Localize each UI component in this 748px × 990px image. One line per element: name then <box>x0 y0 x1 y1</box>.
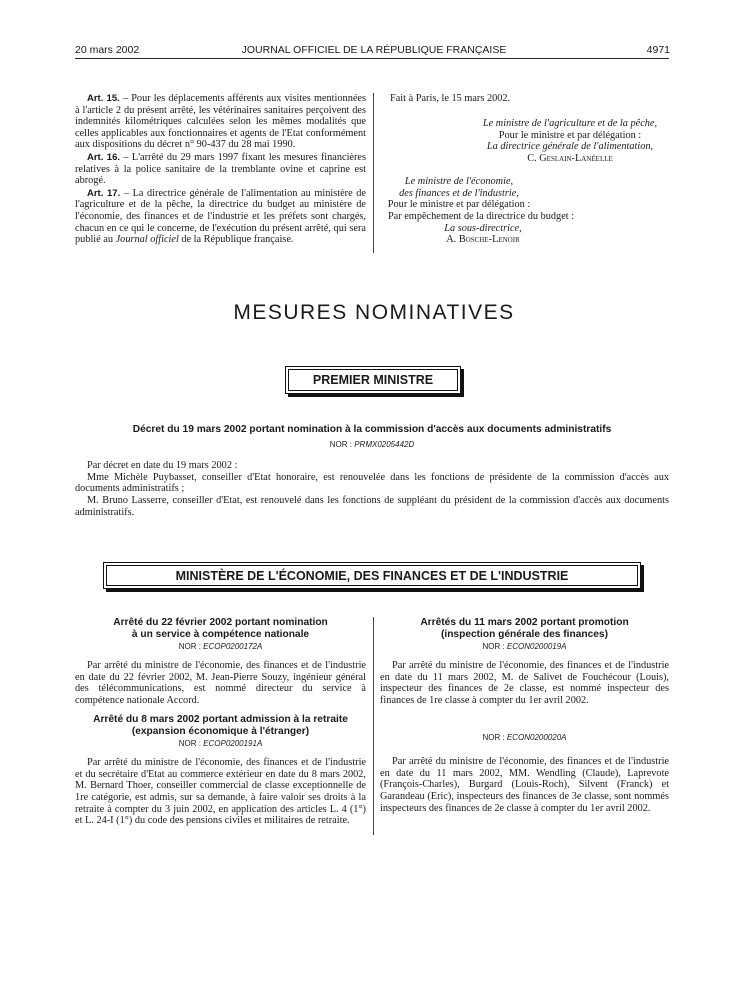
impediment-line: Par empêchement de la directrice du budget : <box>387 211 575 222</box>
premier-ministre-box <box>285 366 461 394</box>
arrete-1-title-l2: à un service à compétence nationale <box>131 629 310 640</box>
article-17-journal: Journal officiel <box>115 234 179 246</box>
delegation-1: Pour le ministre et par délégation : <box>498 129 642 141</box>
article-17-text-b: de la République française. <box>178 234 294 246</box>
article-17-label: Art. 17. <box>87 187 121 199</box>
arrete-b1-nor <box>380 642 669 651</box>
arretes-title-l1: Arrêtés du 11 mars 2002 portant promotion <box>420 617 629 628</box>
arrete-1-nor-code: ECOP0200172A <box>203 642 263 651</box>
minister-agriculture: Le ministre de l'agriculture et de la pêche, <box>482 118 658 129</box>
article-15-label: Art. 15. <box>87 93 120 104</box>
decree-p2: Mme Michèle Puybasset, conseiller d'Etat honoraire, est renouvelée dans les fonctions de présidente de la commission d'accès aux documents administratifs ; <box>75 471 669 495</box>
arrete-1-nor <box>75 642 366 651</box>
arretes-title <box>380 617 669 641</box>
arretes-title-l2: (inspection générale des finances) <box>440 629 608 640</box>
arrete-b1-nor-code: ECON0200019A <box>506 642 567 651</box>
column-divider-bottom <box>373 617 374 835</box>
signature-block-2b <box>376 211 586 246</box>
arrete-1-body <box>75 660 366 707</box>
signatory-2: A. Bosche-Lenoir <box>446 234 520 246</box>
decree-nor <box>75 440 669 449</box>
premier-ministre-label: PREMIER MINISTRE <box>288 369 458 391</box>
section-title: MESURES NOMINATIVES <box>233 301 515 324</box>
arrete-b1-nor-label: NOR : <box>482 642 507 651</box>
arrete-1-title <box>75 617 366 641</box>
role-directrice-alimentation: La directrice générale de l'alimentation, <box>486 141 654 153</box>
arrete-b2-nor-code: ECON0200020A <box>506 732 567 742</box>
header-journal-title: JOURNAL OFFICIEL DE LA RÉPUBLIQUE FRANÇAISE <box>241 44 507 56</box>
arrete-2-nor-code: ECOP0200191A <box>203 738 263 748</box>
arrete-2-title-l2: (expansion économique à l'étranger) <box>131 725 310 737</box>
minister-economie-l2: des finances et de l'industrie, <box>399 187 519 199</box>
place-date: Fait à Paris, le 15 mars 2002. <box>390 93 511 104</box>
decree-p3: M. Bruno Lasserre, conseiller d'Etat, est renouvelé dans les fonctions de suppléant du président de la commission d'accès aux documents administratifs. <box>75 495 669 518</box>
decree-body <box>75 460 669 519</box>
role-sous-directrice: La sous-directrice, <box>444 222 522 234</box>
decree-title: Décret du 19 mars 2002 portant nomination à la commission d'accès aux documents administratifs <box>132 424 612 435</box>
header-date: 20 mars 2002 <box>75 44 140 56</box>
arrete-1-title-l1: Arrêté du 22 février 2002 portant nomination <box>113 617 328 628</box>
decree-p1: Par décret en date du 19 mars 2002 : <box>87 460 238 471</box>
article-17 <box>75 188 366 246</box>
arrete-1-nor-label: NOR : <box>178 642 204 651</box>
arrete-b2-body <box>380 756 669 815</box>
header-page-number: 4971 <box>646 44 670 56</box>
delegation-2: Pour le ministre et par délégation : <box>387 199 531 211</box>
ministere-box <box>103 562 641 589</box>
article-15 <box>75 93 366 151</box>
ministere-left-column <box>75 617 366 827</box>
decree-nor-code: PRMX0205442D <box>354 440 415 449</box>
ministere-right-column <box>380 617 669 814</box>
signature-block-2 <box>376 176 542 211</box>
article-15-text: – Pour les déplacements afférents aux visites mentionnées à l'article 2 du présent arrêté, les vétérinaires sanitaires perçoivent des indemnités kilométriques calculées selon les mêmes modalités que celles applicables aux fonctionnaires et agents de l'Etat conformément aux dispositions du décret n° 90-437 du 28 mai 1990. <box>75 93 366 151</box>
ministere-label: MINISTÈRE DE L'ÉCONOMIE, DES FINANCES ET DE L'INDUSTRIE <box>106 565 638 586</box>
arrete-2-text: Par arrêté du ministre de l'économie, des finances et de l'industrie et du secrétaire d'Etat au commerce extérieur en date du 8 mars 2002, M. Bernard Thoer, conseiller commercial de classe exceptionnelle de 1re catégorie, est admis, sur sa demande, à faire valoir ses droits à la retraite à compter du 3 juin 2002, en application des articles L. 4 (1°) et L. 24-I (1°) du code des pensions civiles et militaires de retraite. <box>75 756 366 827</box>
arrete-1-text: Par arrêté du ministre de l'économie, des finances et de l'industrie en date du 22 février 2002, M. Jean-Pierre Souzy, ingénieur général des télécommunications, est nommé directeur du service à compétence nationale Accord. <box>75 660 366 707</box>
arrete-b2-nor <box>380 733 669 742</box>
arrete-b2-text: Par arrêté du ministre de l'économie, des finances et de l'industrie en date du 11 mars 2002, MM. Wendling (Claude), Laprevote (François-Charles), Burgard (Louis-Roch), Silvent (Franck) et Garandeau (Eric), inspecteurs des finances de 3e classe, sont nommés inspecteurs des finances de 2e classe à compter du 1er avril 2002. <box>380 755 669 814</box>
decree-nor-label: NOR : <box>329 440 355 449</box>
column-divider-top <box>373 93 374 253</box>
article-16-text: – L'arrêté du 29 mars 1997 fixant les mesures financières relatives à la police sanitaire de la tremblante ovine et caprine est abrogé. <box>75 151 367 187</box>
article-17-text-a: – La directrice générale de l'alimentation au ministère de l'agriculture et de la pêche, la directrice du budget au ministère de l'économie, des finances et de l'industrie et les préfets sont chargés, chacun en ce qui le concerne, de l'exécution du présent arrêté, qui sera publié au <box>75 187 366 246</box>
header-rule <box>75 58 669 59</box>
arrete-2-body <box>75 757 366 827</box>
signatory-1: C. Geslain-Lanéelle <box>527 152 613 164</box>
article-16-label: Art. 16. <box>87 151 121 163</box>
arrete-b1-body <box>380 660 669 707</box>
articles-column <box>75 93 366 247</box>
signature-block-1 <box>450 118 690 164</box>
minister-economie-l1: Le ministre de l'économie, <box>404 176 514 187</box>
arrete-2-title <box>75 714 366 738</box>
arrete-b1-text: Par arrêté du ministre de l'économie, des finances et de l'industrie en date du 11 mars 2002, M. de Salivet de Fouchécour (Louis), inspecteur des finances de 2e classe, est nommé inspecteur des finances de 1re classe à compter du 1er avril 2002. <box>380 660 669 707</box>
arrete-2-title-l1: Arrêté du 8 mars 2002 portant admission à la retraite <box>93 713 348 725</box>
article-16 <box>75 152 366 187</box>
arrete-b2-nor-label: NOR : <box>482 732 507 742</box>
arrete-2-nor-label: NOR : <box>178 738 204 748</box>
arrete-2-nor <box>75 739 366 748</box>
